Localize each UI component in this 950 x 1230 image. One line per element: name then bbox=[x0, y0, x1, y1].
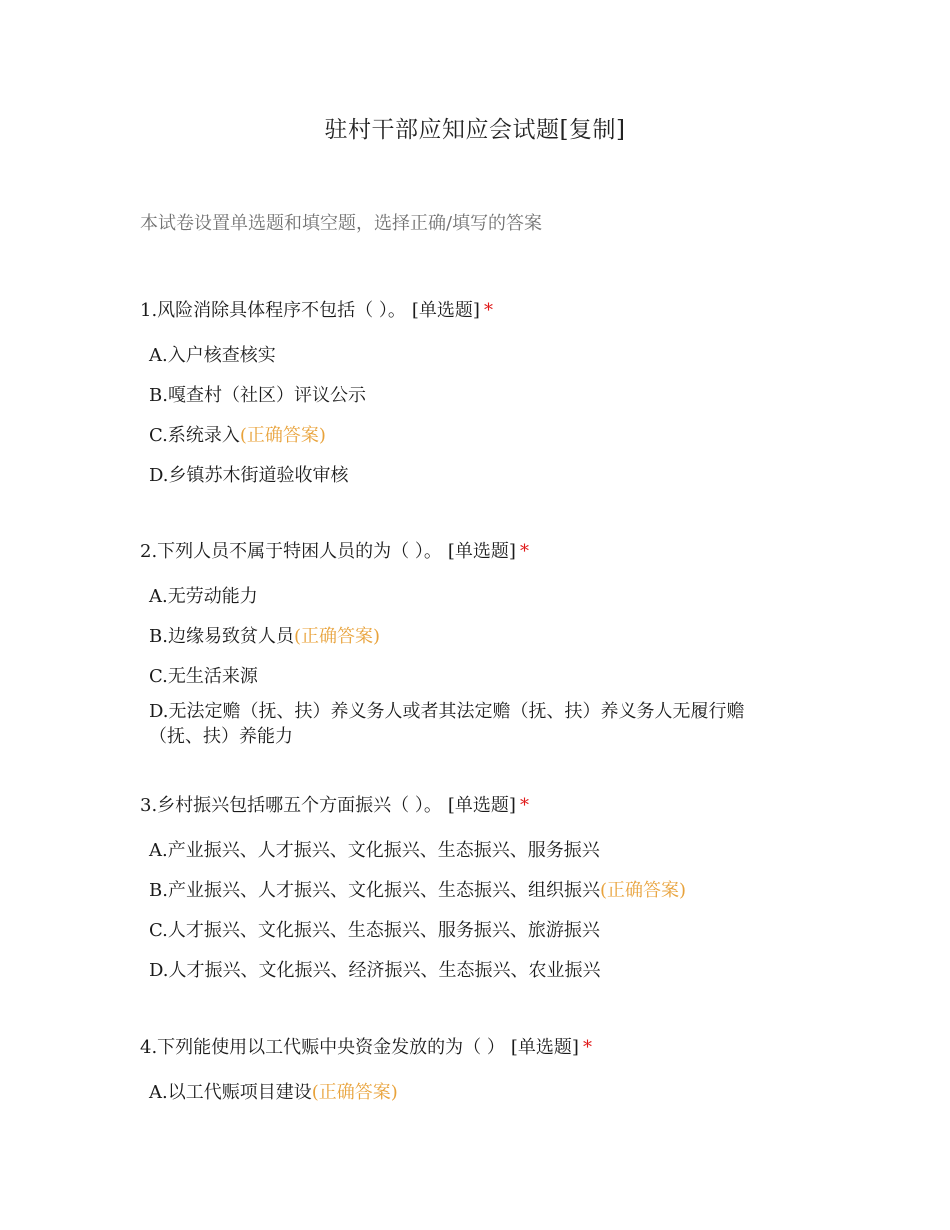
option-text: D.乡镇苏木街道验收审核 bbox=[149, 465, 349, 486]
question-text: 2.下列人员不属于特困人员的为（ ）。 bbox=[140, 541, 442, 562]
option-d bbox=[149, 699, 800, 749]
question-title bbox=[140, 539, 800, 565]
option-text: A.无劳动能力 bbox=[149, 586, 258, 607]
correct-answer-tag: (正确答案) bbox=[311, 1082, 398, 1103]
required-star: * bbox=[483, 300, 493, 321]
option-text: B.嘎查村（社区）评议公示 bbox=[149, 385, 366, 406]
question-3 bbox=[140, 793, 800, 999]
option-c bbox=[149, 919, 800, 943]
option-text: C.人才振兴、文化振兴、生态振兴、服务振兴、旅游振兴 bbox=[149, 920, 600, 941]
option-text: B.边缘易致贫人员 bbox=[149, 626, 294, 647]
option-d bbox=[149, 959, 800, 983]
correct-answer-tag: (正确答案) bbox=[599, 880, 686, 901]
option-text: D.人才振兴、文化振兴、经济振兴、生态振兴、农业振兴 bbox=[149, 960, 601, 981]
correct-answer-tag: (正确答案) bbox=[239, 425, 326, 446]
question-text: 3.乡村振兴包括哪五个方面振兴（ ）。 bbox=[140, 795, 442, 816]
option-a bbox=[149, 585, 800, 609]
option-text: A.以工代赈项目建设 bbox=[149, 1082, 312, 1103]
option-text: A.入户核查核实 bbox=[149, 345, 276, 366]
question-type: [单选题] bbox=[447, 541, 516, 562]
option-text: A.产业振兴、人才振兴、文化振兴、生态振兴、服务振兴 bbox=[149, 840, 600, 861]
required-star: * bbox=[582, 1037, 592, 1058]
option-list bbox=[140, 839, 800, 983]
question-type: [单选题] bbox=[411, 300, 480, 321]
option-b bbox=[149, 625, 800, 649]
option-a bbox=[149, 1081, 800, 1105]
required-star: * bbox=[519, 795, 529, 816]
option-list bbox=[140, 1081, 800, 1105]
option-text: C.系统录入 bbox=[149, 425, 240, 446]
question-1 bbox=[140, 298, 800, 504]
option-b bbox=[149, 384, 800, 408]
option-a bbox=[149, 839, 800, 863]
option-a bbox=[149, 344, 800, 368]
question-type: [单选题] bbox=[510, 1037, 579, 1058]
option-text: D.无法定赡（抚、扶）养义务人或者其法定赡（抚、扶）养义务人无履行赡（抚、扶）养能力 bbox=[149, 701, 745, 747]
option-list bbox=[140, 344, 800, 488]
required-star: * bbox=[519, 541, 529, 562]
question-type: [单选题] bbox=[447, 795, 516, 816]
option-c bbox=[149, 424, 800, 448]
question-title bbox=[140, 1035, 800, 1061]
option-list bbox=[140, 585, 800, 749]
option-c bbox=[149, 665, 800, 689]
exam-description: 本试卷设置单选题和填空题，选择正确/填写的答案 bbox=[140, 213, 543, 234]
option-text: C.无生活来源 bbox=[149, 666, 258, 687]
option-b bbox=[149, 879, 800, 903]
correct-answer-tag: (正确答案) bbox=[293, 626, 380, 647]
question-4 bbox=[140, 1035, 800, 1121]
question-title bbox=[140, 298, 800, 324]
question-text: 4.下列能使用以工代赈中央资金发放的为（ ） bbox=[140, 1037, 505, 1058]
option-text: B.产业振兴、人才振兴、文化振兴、生态振兴、组织振兴 bbox=[149, 880, 600, 901]
page-title: 驻村干部应知应会试题[复制] bbox=[324, 117, 626, 143]
question-2 bbox=[140, 539, 800, 765]
question-title bbox=[140, 793, 800, 819]
option-d bbox=[149, 464, 800, 488]
question-text: 1.风险消除具体程序不包括（ ）。 bbox=[140, 300, 406, 321]
